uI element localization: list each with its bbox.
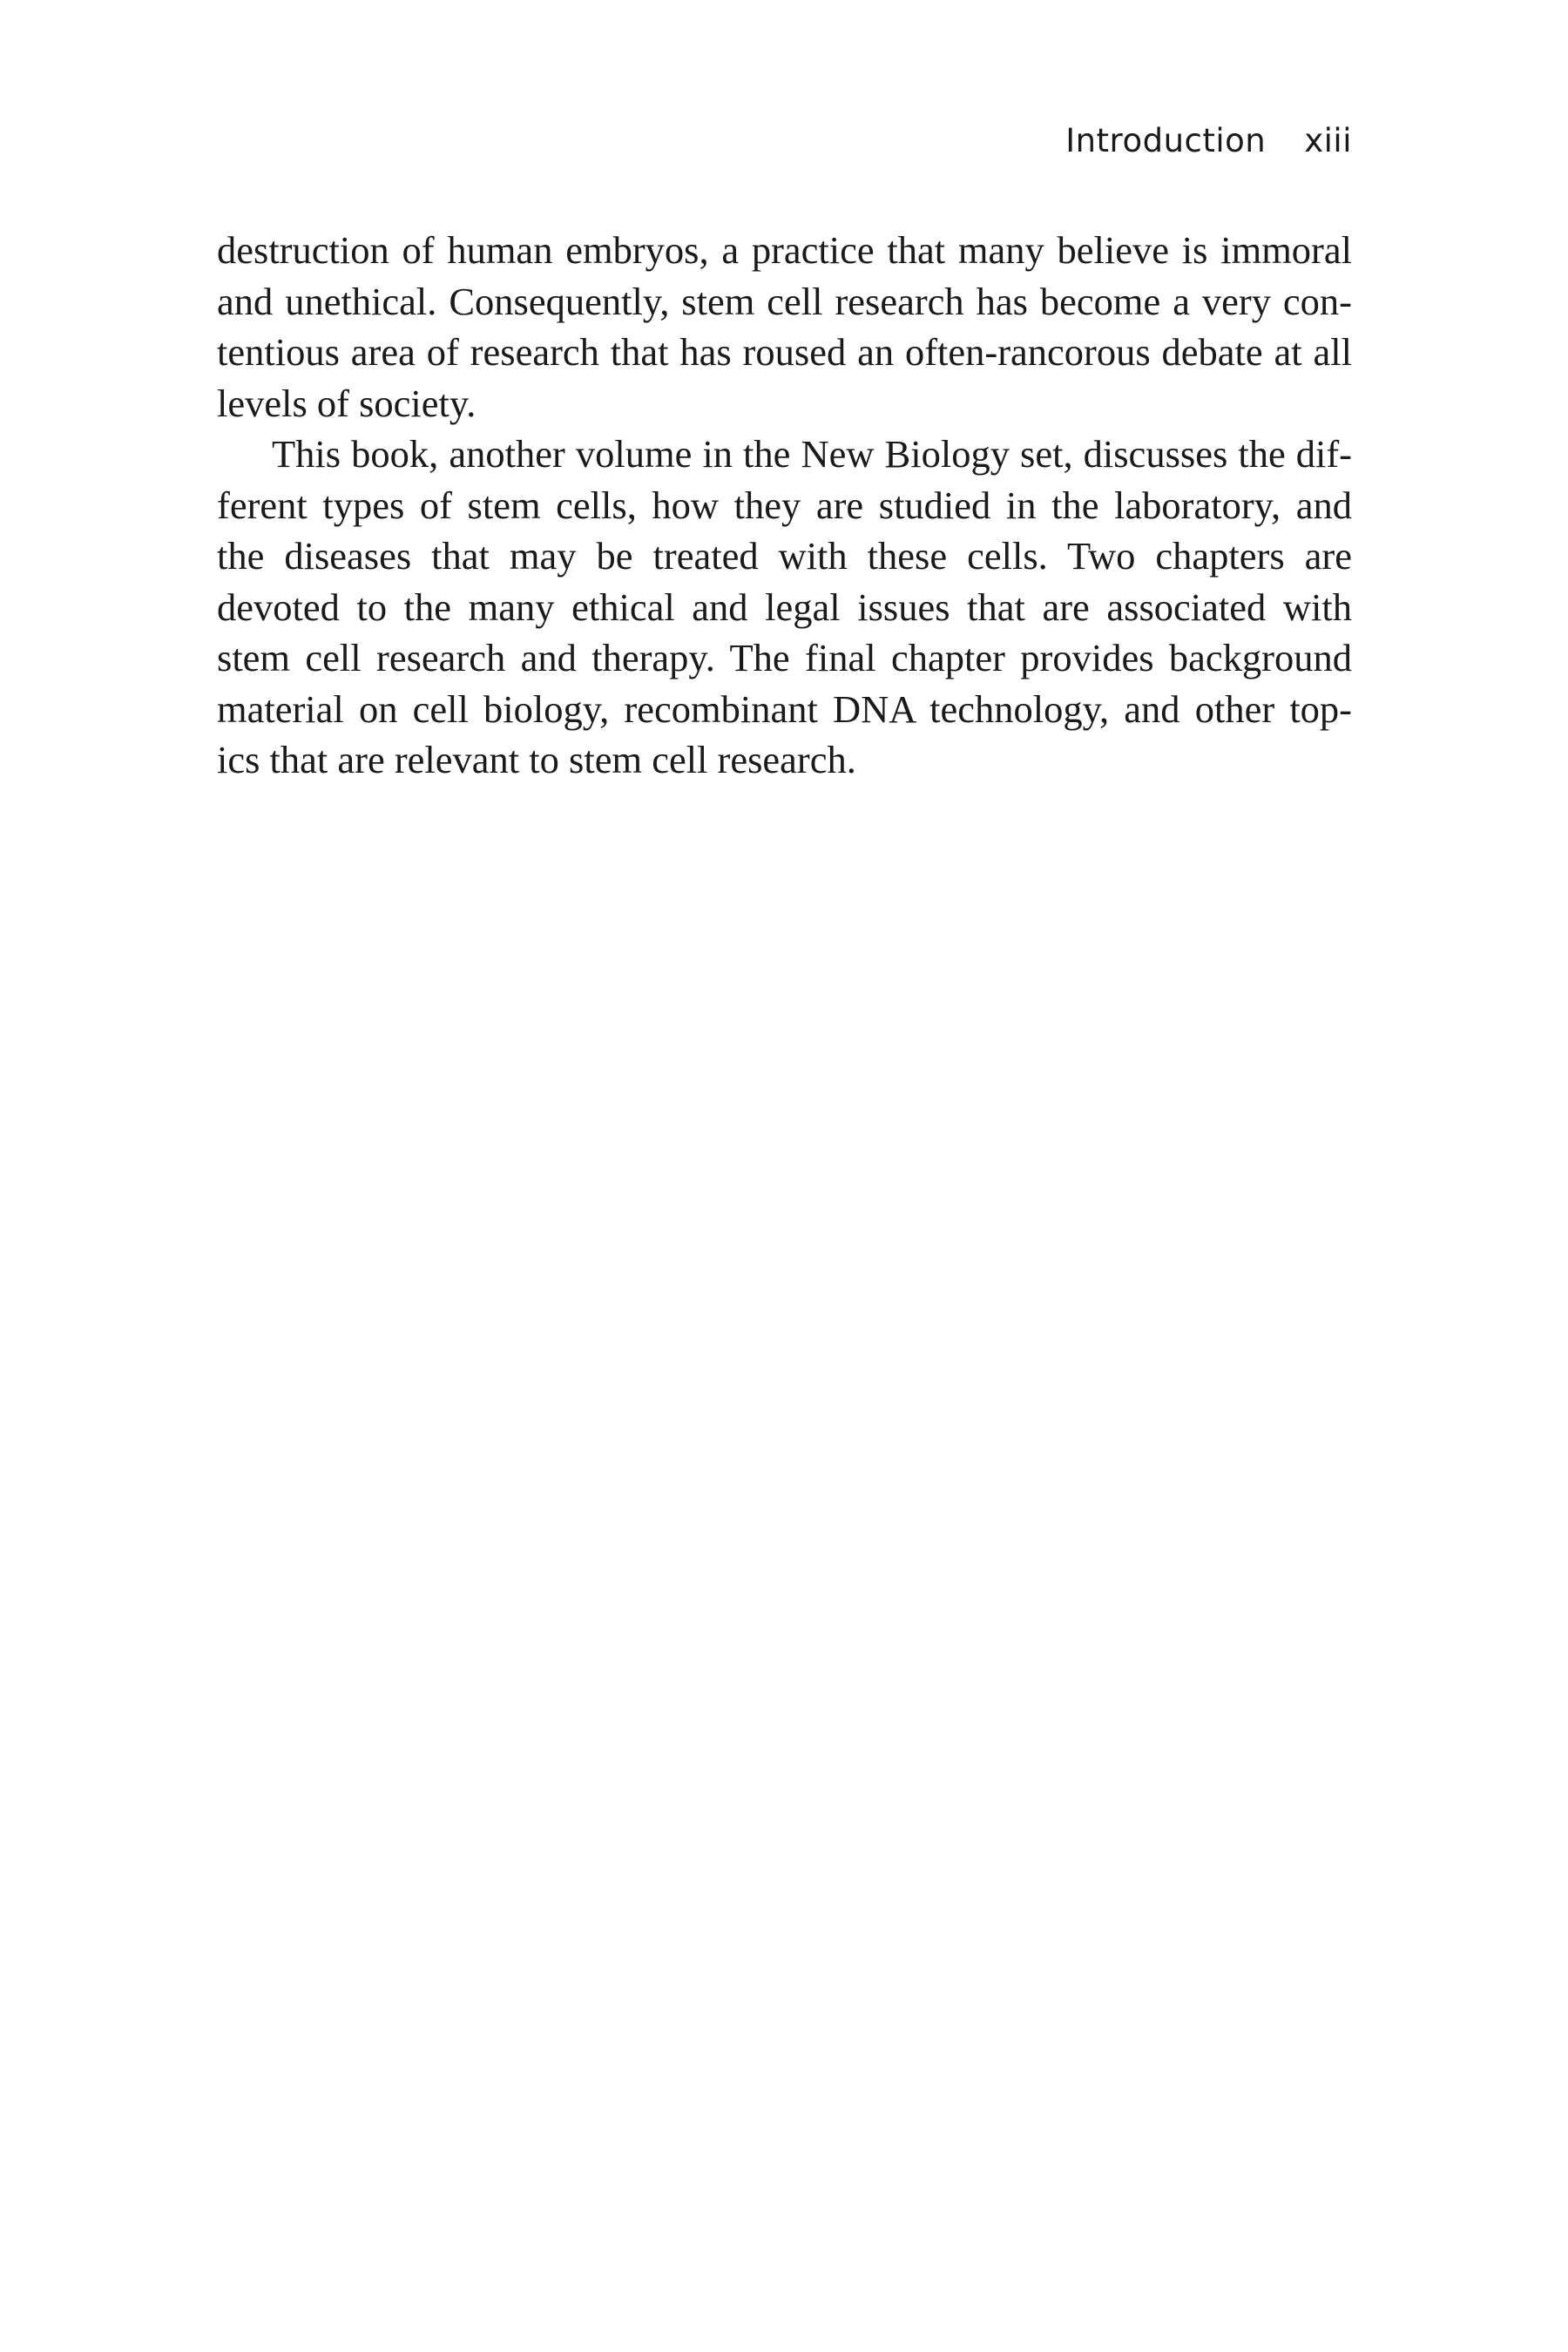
text-line: tentious area of research that has roused an often-rancorous debate at all bbox=[217, 330, 1352, 374]
text-line: the diseases that may be treated with these cells. Two chapters are bbox=[217, 534, 1352, 578]
body-text bbox=[217, 225, 1352, 786]
text-line: This book, another volume in the New Biology set, discusses the dif- bbox=[272, 432, 1352, 476]
section-title: Introduction bbox=[1065, 122, 1267, 159]
text-line: ferent types of stem cells, how they are studied in the laboratory, and bbox=[217, 483, 1352, 527]
page-number: xiii bbox=[1304, 122, 1352, 159]
paragraph bbox=[217, 225, 1352, 429]
text-line: material on cell biology, recombinant DNA technology, and other top- bbox=[217, 686, 1352, 731]
text-line: levels of society. bbox=[217, 381, 476, 425]
running-head bbox=[1065, 122, 1352, 159]
text-line: devoted to the many ethical and legal issues that are associated with bbox=[217, 585, 1352, 629]
text-line: stem cell research and therapy. The final chapter provides background bbox=[217, 636, 1352, 679]
paragraph bbox=[217, 429, 1352, 786]
text-line: destruction of human embryos, a practice that many believe is immoral bbox=[217, 228, 1352, 272]
text-line: and unethical. Consequently, stem cell research has become a very con- bbox=[217, 279, 1352, 323]
text-line: ics that are relevant to stem cell research. bbox=[217, 738, 856, 781]
